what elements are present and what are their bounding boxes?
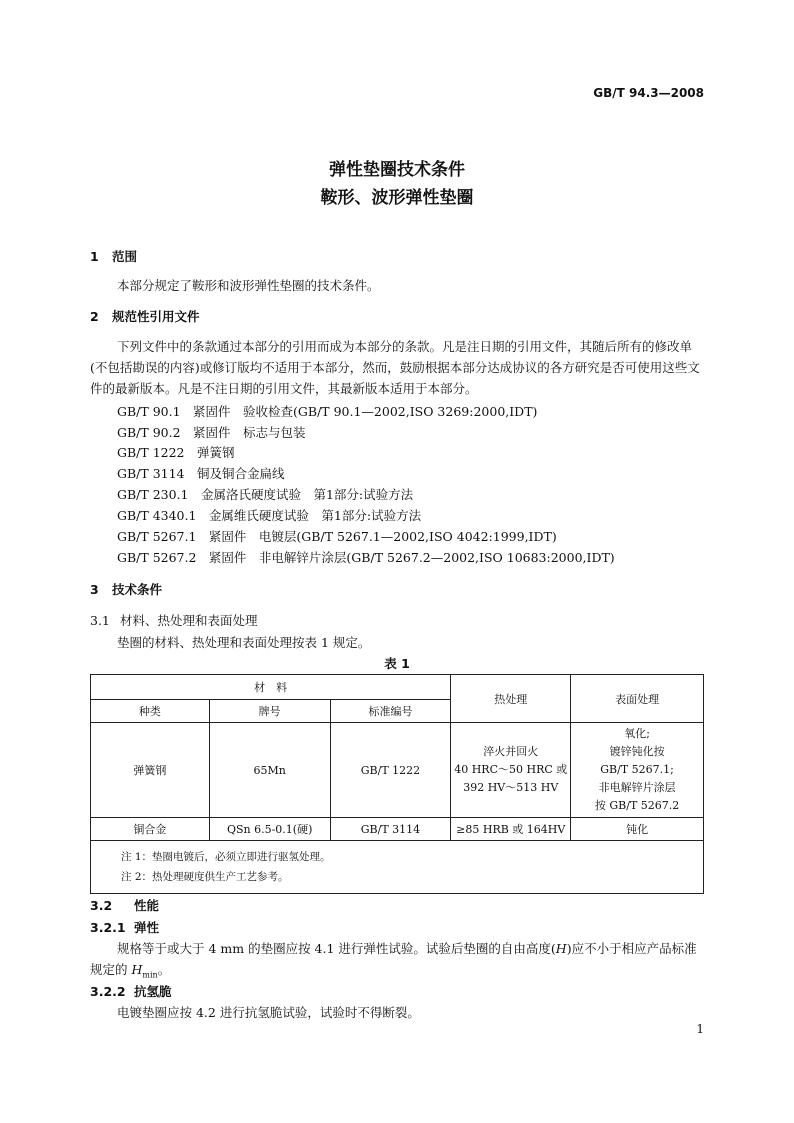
cell-surface-treatment xyxy=(571,723,704,818)
table-header-row xyxy=(91,675,704,700)
reference-item: GB/T 4340.1 金属维氏硬度试验 第1部分:试验方法 xyxy=(117,508,422,523)
symbol-hmin: H xyxy=(131,962,143,977)
reference-item: GB/T 1222 弹簧钢 xyxy=(117,445,235,460)
cell-line: 非电解锌片涂层 xyxy=(598,781,676,794)
section-number: 2 xyxy=(90,309,99,324)
reference-item: GB/T 5267.1 紧固件 电镀层(GB/T 5267.1—2002,ISO 4042:1999,IDT) xyxy=(117,529,557,544)
section-3-2-heading xyxy=(90,896,159,914)
standard-number: GB/T 94.3—2008 xyxy=(593,86,704,100)
table-note: 注 2：热处理硬度供生产工艺参考。 xyxy=(121,871,289,883)
section-3-heading xyxy=(90,580,162,598)
cell-grade: QSn 6.5-0.1(硬) xyxy=(209,818,330,841)
cell-standard: GB/T 3114 xyxy=(330,818,451,841)
document-title: 弹性垫圈技术条件 xyxy=(329,160,465,180)
section-3-2-1-text xyxy=(90,938,704,986)
section-2-paragraph-text: 下列文件中的条款通过本部分的引用而成为本部分的条款。凡是注日期的引用文件，其随后所有的修改单(不包括勘误的内容)或修订版均不适用于本部分，然而，鼓励根据本部分达成协议的各方研究是否可使用这些文件的最新版本。凡是不注日期的引用文件，其最新版本适用于本部分。 xyxy=(90,339,700,396)
cell-line: 392 HV～513 HV xyxy=(463,781,559,794)
document-subtitle: 鞍形、波形弹性垫圈 xyxy=(320,188,474,208)
section-2-heading xyxy=(90,307,200,325)
reference-item: GB/T 90.2 紧固件 标志与包装 xyxy=(117,425,306,440)
reference-item: GB/T 3114 铜及铜合金扁线 xyxy=(117,466,285,481)
section-2-paragraph xyxy=(90,336,704,399)
table-caption: 表 1 xyxy=(384,656,410,671)
table-notes xyxy=(91,841,704,894)
section-title: 范围 xyxy=(112,249,138,264)
section-3-1-text: 垫圈的材料、热处理和表面处理按表 1 规定。 xyxy=(117,635,371,650)
section-title: 性能 xyxy=(134,898,160,913)
section-3-1-heading xyxy=(90,611,258,629)
symbol-h: H xyxy=(555,941,567,956)
cell-line: 淬火并回火 xyxy=(483,745,539,758)
cell-surface-treatment: 钝化 xyxy=(571,818,704,841)
header-heat-treatment: 热处理 xyxy=(451,675,571,723)
section-title: 弹性 xyxy=(134,920,160,935)
section-number: 3 xyxy=(90,582,99,597)
cell-line: 镀锌钝化按 xyxy=(609,745,665,758)
section-title: 技术条件 xyxy=(112,582,163,597)
cell-grade: 65Mn xyxy=(209,723,330,818)
section-number: 3.2.1 xyxy=(90,920,126,935)
section-number: 3.1 xyxy=(90,613,110,628)
page-number: 1 xyxy=(696,1022,704,1036)
cell-heat-treatment xyxy=(451,723,571,818)
header-kind: 种类 xyxy=(91,700,210,723)
table-note: 注 1：垫圈电镀后，必须立即进行驱氢处理。 xyxy=(121,851,331,863)
section-title: 规范性引用文件 xyxy=(112,309,200,324)
section-title: 材料、热处理和表面处理 xyxy=(120,613,258,628)
reference-item: GB/T 5267.2 紧固件 非电解锌片涂层(GB/T 5267.2—2002,ISO 10683:2000,IDT) xyxy=(117,550,615,565)
text-part: 规格等于或大于 4 mm 的垫圈应按 4.1 进行弹性试验。试验后垫圈的自由高度( xyxy=(117,941,556,956)
text-part: )应不小于相应产品标准规定的 xyxy=(90,941,697,977)
cell-standard: GB/T 1222 xyxy=(330,723,451,818)
cell-line: 按 GB/T 5267.2 xyxy=(594,799,680,812)
section-1-heading xyxy=(90,247,137,265)
section-3-2-2-text: 电镀垫圈应按 4.2 进行抗氢脆试验，试验时不得断裂。 xyxy=(117,1005,420,1020)
text-part: 。 xyxy=(157,962,171,977)
cell-line: 40 HRC～50 HRC 或 xyxy=(454,763,568,776)
reference-item: GB/T 230.1 金属洛氏硬度试验 第1部分:试验方法 xyxy=(117,487,414,502)
cell-line: 氧化; xyxy=(624,727,650,740)
section-number: 1 xyxy=(90,249,99,264)
header-surface-treatment: 表面处理 xyxy=(571,675,704,723)
reference-item: GB/T 90.1 紧固件 验收检查(GB/T 90.1—2002,ISO 3269:2000,IDT) xyxy=(117,404,538,419)
cell-line: GB/T 5267.1; xyxy=(600,763,674,776)
table-row xyxy=(91,818,704,841)
section-1-text: 本部分规定了鞍形和波形弹性垫圈的技术条件。 xyxy=(117,278,380,293)
section-title: 抗氢脆 xyxy=(134,984,172,999)
symbol-hmin-subscript: min xyxy=(142,970,158,980)
cell-kind: 铜合金 xyxy=(91,818,210,841)
section-number: 3.2 xyxy=(90,898,113,913)
table-notes-row xyxy=(91,841,704,894)
cell-kind: 弹簧钢 xyxy=(91,723,210,818)
header-standard: 标准编号 xyxy=(330,700,451,723)
table-row xyxy=(91,723,704,818)
section-3-2-1-heading xyxy=(90,918,159,936)
section-3-2-2-heading xyxy=(90,982,172,1000)
cell-heat-treatment: ≥85 HRB 或 164HV xyxy=(451,818,571,841)
section-number: 3.2.2 xyxy=(90,984,126,999)
header-grade: 牌号 xyxy=(209,700,330,723)
header-material: 材 料 xyxy=(91,675,451,700)
table-1 xyxy=(90,674,704,894)
